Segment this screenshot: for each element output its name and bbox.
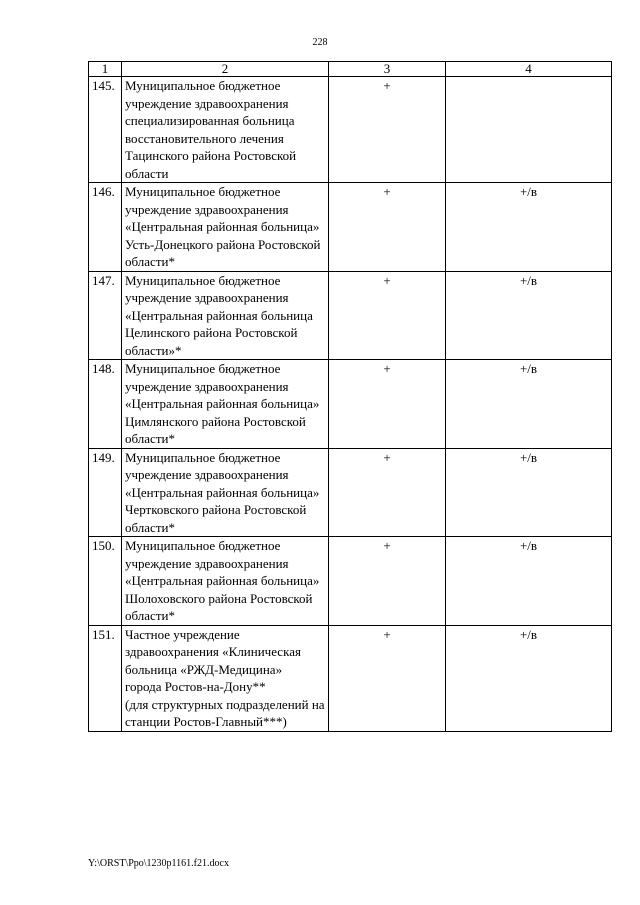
medical-institutions-table bbox=[88, 61, 612, 732]
row-number: 148. bbox=[89, 360, 122, 449]
table-header-row bbox=[89, 62, 612, 77]
row-number: 151. bbox=[89, 625, 122, 731]
document-file-path: Y:\ORST\Ppo\1230p1161.f21.docx bbox=[88, 858, 229, 869]
table-row bbox=[89, 448, 612, 537]
row-number: 145. bbox=[89, 77, 122, 183]
institution-name bbox=[122, 625, 329, 731]
institution-name: Муниципальное бюджетное учреждение здравоохранения «Центральная районная больница» Цимлянского района Ростовской области* bbox=[122, 360, 329, 449]
column-header-4: 4 bbox=[446, 62, 612, 77]
column-4-mark: +/в bbox=[446, 448, 612, 537]
institution-name: Муниципальное бюджетное учреждение здравоохранения «Центральная районная больница» Шолоховского района Ростовской области* bbox=[122, 537, 329, 626]
column-3-mark: + bbox=[329, 448, 446, 537]
column-4-mark: +/в bbox=[446, 360, 612, 449]
table-row bbox=[89, 625, 612, 731]
row-number: 150. bbox=[89, 537, 122, 626]
column-3-mark: + bbox=[329, 77, 446, 183]
institution-name: Муниципальное бюджетное учреждение здравоохранения «Центральная районная больница» Усть-Донецкого района Ростовской области* bbox=[122, 183, 329, 272]
column-header-1: 1 bbox=[89, 62, 122, 77]
column-4-mark: +/в bbox=[446, 271, 612, 360]
institution-name: Муниципальное бюджетное учреждение здравоохранения «Центральная районная больница Целинского района Ростовской области»* bbox=[122, 271, 329, 360]
institution-name-line: Частное учреждение здравоохранения «Клиническая больница «РЖД-Медицина» bbox=[125, 626, 301, 677]
column-header-3: 3 bbox=[329, 62, 446, 77]
table-row bbox=[89, 271, 612, 360]
column-3-mark: + bbox=[329, 625, 446, 731]
column-header-2: 2 bbox=[122, 62, 329, 77]
column-4-mark bbox=[446, 77, 612, 183]
column-4-mark: +/в bbox=[446, 183, 612, 272]
column-4-mark: +/в bbox=[446, 537, 612, 626]
row-number: 146. bbox=[89, 183, 122, 272]
table-row bbox=[89, 183, 612, 272]
institution-name-line: (для структурных подразделений на станции Ростов-Главный***) bbox=[125, 696, 325, 729]
table-row bbox=[89, 360, 612, 449]
institution-name: Муниципальное бюджетное учреждение здравоохранения специализированная больница восстановительного лечения Тацинского района Ростовской области bbox=[122, 77, 329, 183]
institution-name: Муниципальное бюджетное учреждение здравоохранения «Центральная районная больница» Чертковского района Ростовской области* bbox=[122, 448, 329, 537]
column-3-mark: + bbox=[329, 537, 446, 626]
institution-name-line: города Ростов-на-Дону** bbox=[125, 679, 266, 694]
table-row bbox=[89, 77, 612, 183]
column-3-mark: + bbox=[329, 271, 446, 360]
column-4-mark: +/в bbox=[446, 625, 612, 731]
table-row bbox=[89, 537, 612, 626]
column-3-mark: + bbox=[329, 360, 446, 449]
column-3-mark: + bbox=[329, 183, 446, 272]
page-number: 228 bbox=[312, 37, 328, 48]
row-number: 147. bbox=[89, 271, 122, 360]
row-number: 149. bbox=[89, 448, 122, 537]
